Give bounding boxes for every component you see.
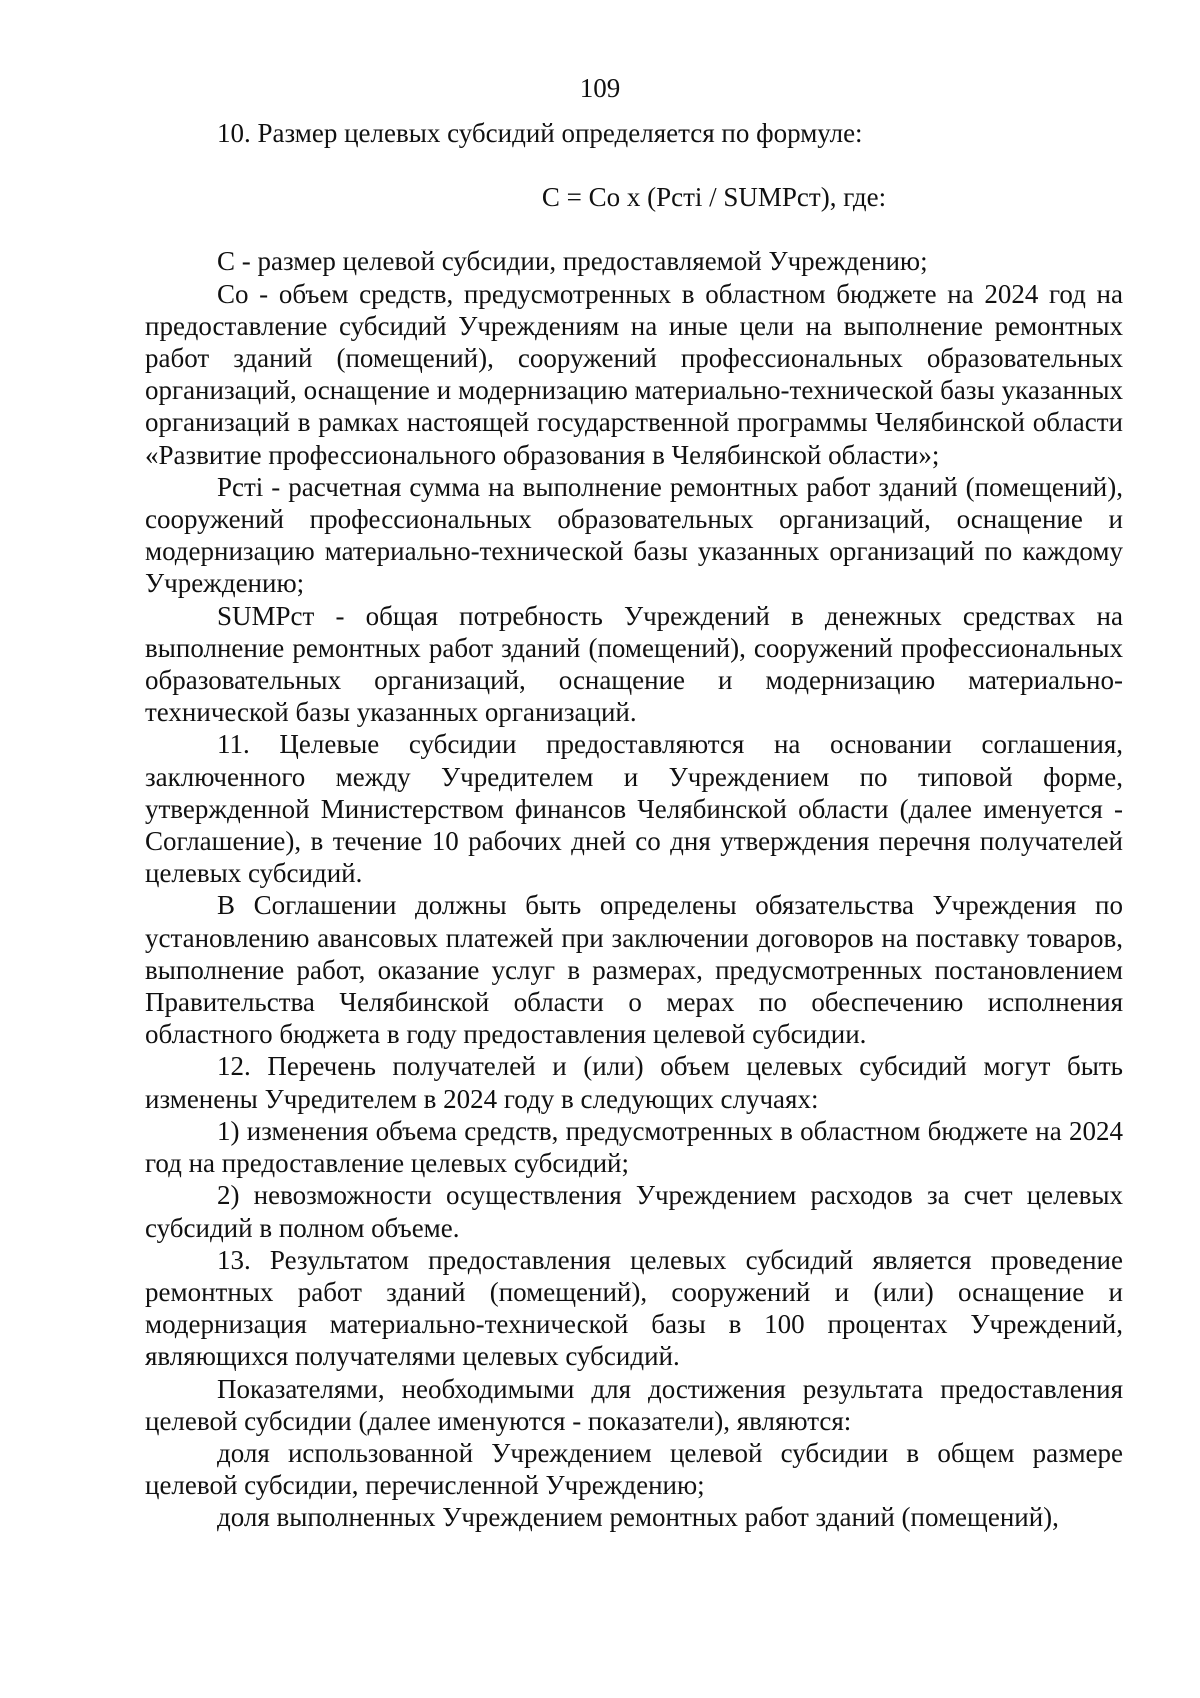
indicator-1: доля использованной Учреждением целевой субсидии в общем размере целевой субсидии, перечисленной Учреждению;: [145, 1437, 1123, 1501]
document-body: [145, 117, 1123, 1534]
indicator-2: доля выполненных Учреждением ремонтных работ зданий (помещений),: [217, 1502, 1059, 1533]
definition-co: Со - объем средств, предусмотренных в областном бюджете на 2024 год на предоставление субсидий Учреждениям на иные цели на выполнение ремонтных работ зданий (помещений), сооружений профессиональных образовательных организаций, оснащение и модернизацию материально-технической базы указанных организаций в рамках настоящей государственной программы Челябинской области «Развитие профессионального образования в Челябинской области»;: [145, 278, 1123, 470]
paragraph-11-agreement: В Соглашении должны быть определены обязательства Учреждения по установлению авансовых платежей при заключении договоров на поставку товаров, выполнение работ, оказание услуг в размерах, предусмотренных постановлением Правительства Челябинской области о мерах по обеспечению исполнения областного бюджета в году предоставления целевой субсидии.: [145, 890, 1123, 1050]
definition-pcti: Рсті - расчетная сумма на выполнение ремонтных работ зданий (помещений), сооружений профессиональных образовательных организаций, оснащение и модернизацию материально-технической базы указанных организаций по каждому Учреждению;: [145, 471, 1123, 599]
paragraph-12-item-1: 1) изменения объема средств, предусмотренных в областном бюджете на 2024 год на предоставление целевых субсидий;: [145, 1115, 1123, 1179]
spacer: [145, 149, 1123, 181]
definition-sumpct: SUMРст - общая потребность Учреждений в денежных средствах на выполнение ремонтных работ зданий (помещений), сооружений профессиональных образовательных организаций, оснащение и модернизацию материально-технической базы указанных организаций.: [145, 600, 1123, 728]
definition-c: С - размер целевой субсидии, предоставляемой Учреждению;: [217, 246, 928, 277]
paragraph-12: 12. Перечень получателей и (или) объем целевых субсидий могут быть изменены Учредителем в 2024 году в следующих случаях:: [145, 1051, 1123, 1114]
subsidy-formula: С = Со х (Рсті / SUMРст), где:: [541, 182, 887, 213]
paragraph-12-item-2: 2) невозможности осуществления Учреждением расходов за счет целевых субсидий в полном объеме.: [145, 1180, 1123, 1243]
spacer: [145, 213, 1123, 245]
page-number: 109: [579, 73, 621, 103]
paragraph-13: 13. Результатом предоставления целевых субсидий является проведение ремонтных работ зданий (помещений), сооружений и (или) оснащение и модернизация материально-технической базы в 100 процентах Учреждений, являющихся получателями целевых субсидий.: [145, 1244, 1123, 1372]
paragraph-13-indicators: Показателями, необходимыми для достижения результата предоставления целевой субсидии (далее именуются - показатели), являются:: [145, 1373, 1123, 1436]
paragraph-10: 10. Размер целевых субсидий определяется по формуле:: [217, 118, 863, 148]
paragraph-11: 11. Целевые субсидии предоставляются на основании соглашения, заключенного между Учредителем и Учреждением по типовой форме, утвержденной Министерством финансов Челябинской области (далее именуется - Соглашение), в течение 10 рабочих дней со дня утверждения перечня получателей целевых субсидий.: [145, 729, 1123, 889]
